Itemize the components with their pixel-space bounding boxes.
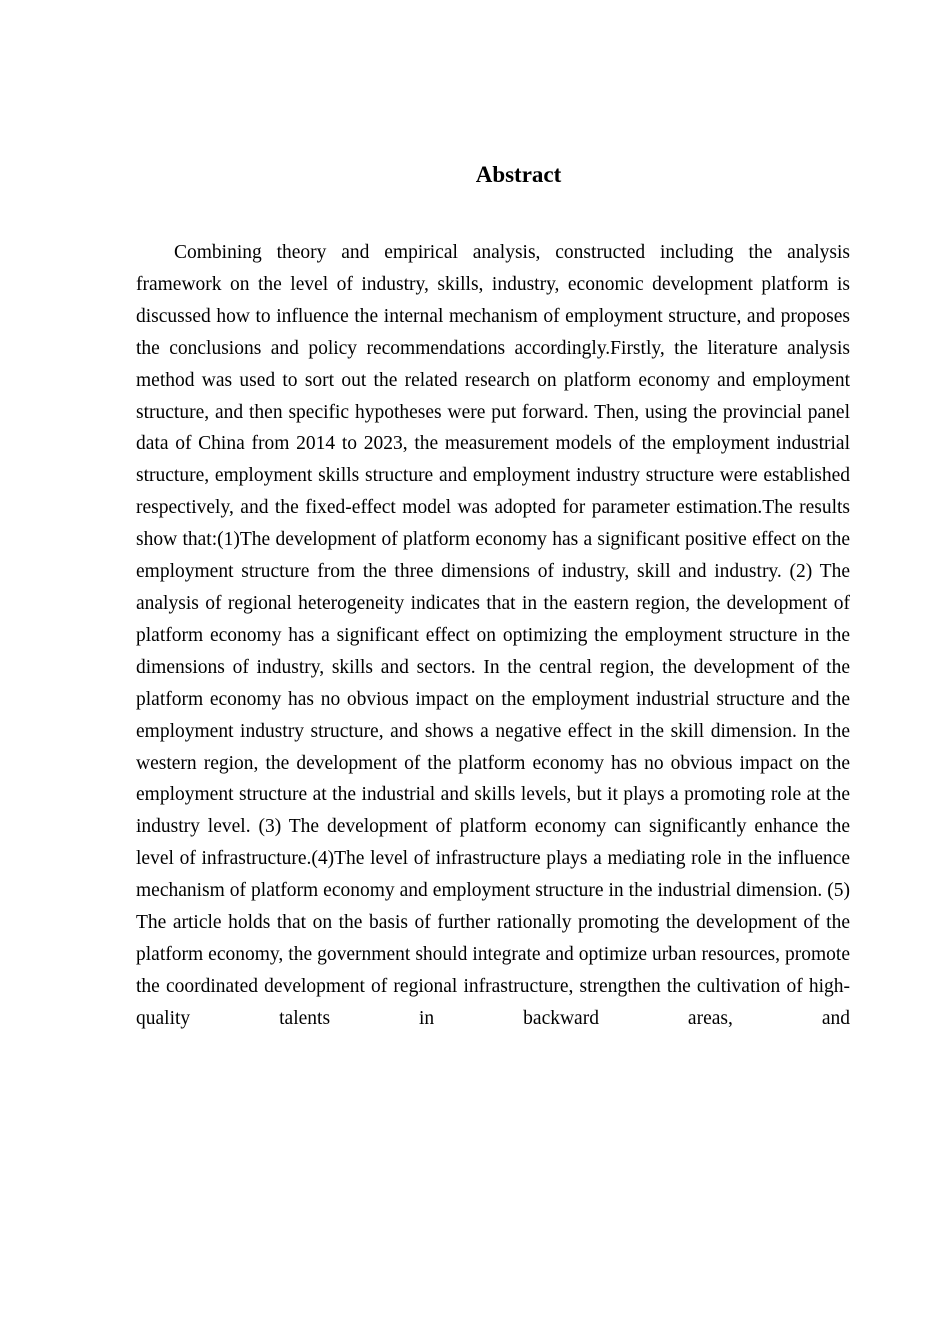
abstract-body: Combining theory and empirical analysis, constructed including the analysis framework on the level of industry, skills, industry, economic development platform is discussed how to influence the internal mechanism of employment structure, and proposes the conclusions and policy recommendations accordingly.Firstly, the literature analysis method was used to sort out the related research on platform economy and employment structure, and then specific hypotheses were put forward. Then, using the provincial panel data of China from 2014 to 2023, the measurement models of the employment industrial structure, employment skills structure and employment industry structure were established respectively, and the fixed-effect model was adopted for parameter estimation.The results show that:(1)The development of platform economy has a significant positive effect on the employment structure from the three dimensions of industry, skill and industry. (2) The analysis of regional heterogeneity indicates that in the eastern region, the development of platform economy has a significant effect on optimizing the employment structure in the dimensions of industry, skills and sectors. In the central region, the development of the platform economy has no obvious impact on the employment industrial structure and the employment industry structure, and shows a negative effect in the skill dimension. In the western region, the development of the platform economy has no obvious impact on the employment structure at the industrial and skills levels, but it plays a promoting role at the industry level. (3) The development of platform economy can significantly enhance the level of infrastructure.(4)The level of infrastructure plays a mediating role in the influence mechanism of platform economy and employment structure in the industrial dimension. (5) The article holds that on the basis of further rationally promoting the development of the platform economy, the government should integrate and optimize urban resources, promote the coordinated development of regional infrastructure, strengthen the cultivation of high-quality talents in backward areas, and — [136, 242, 850, 1029]
abstract-title: Abstract — [475, 162, 562, 187]
